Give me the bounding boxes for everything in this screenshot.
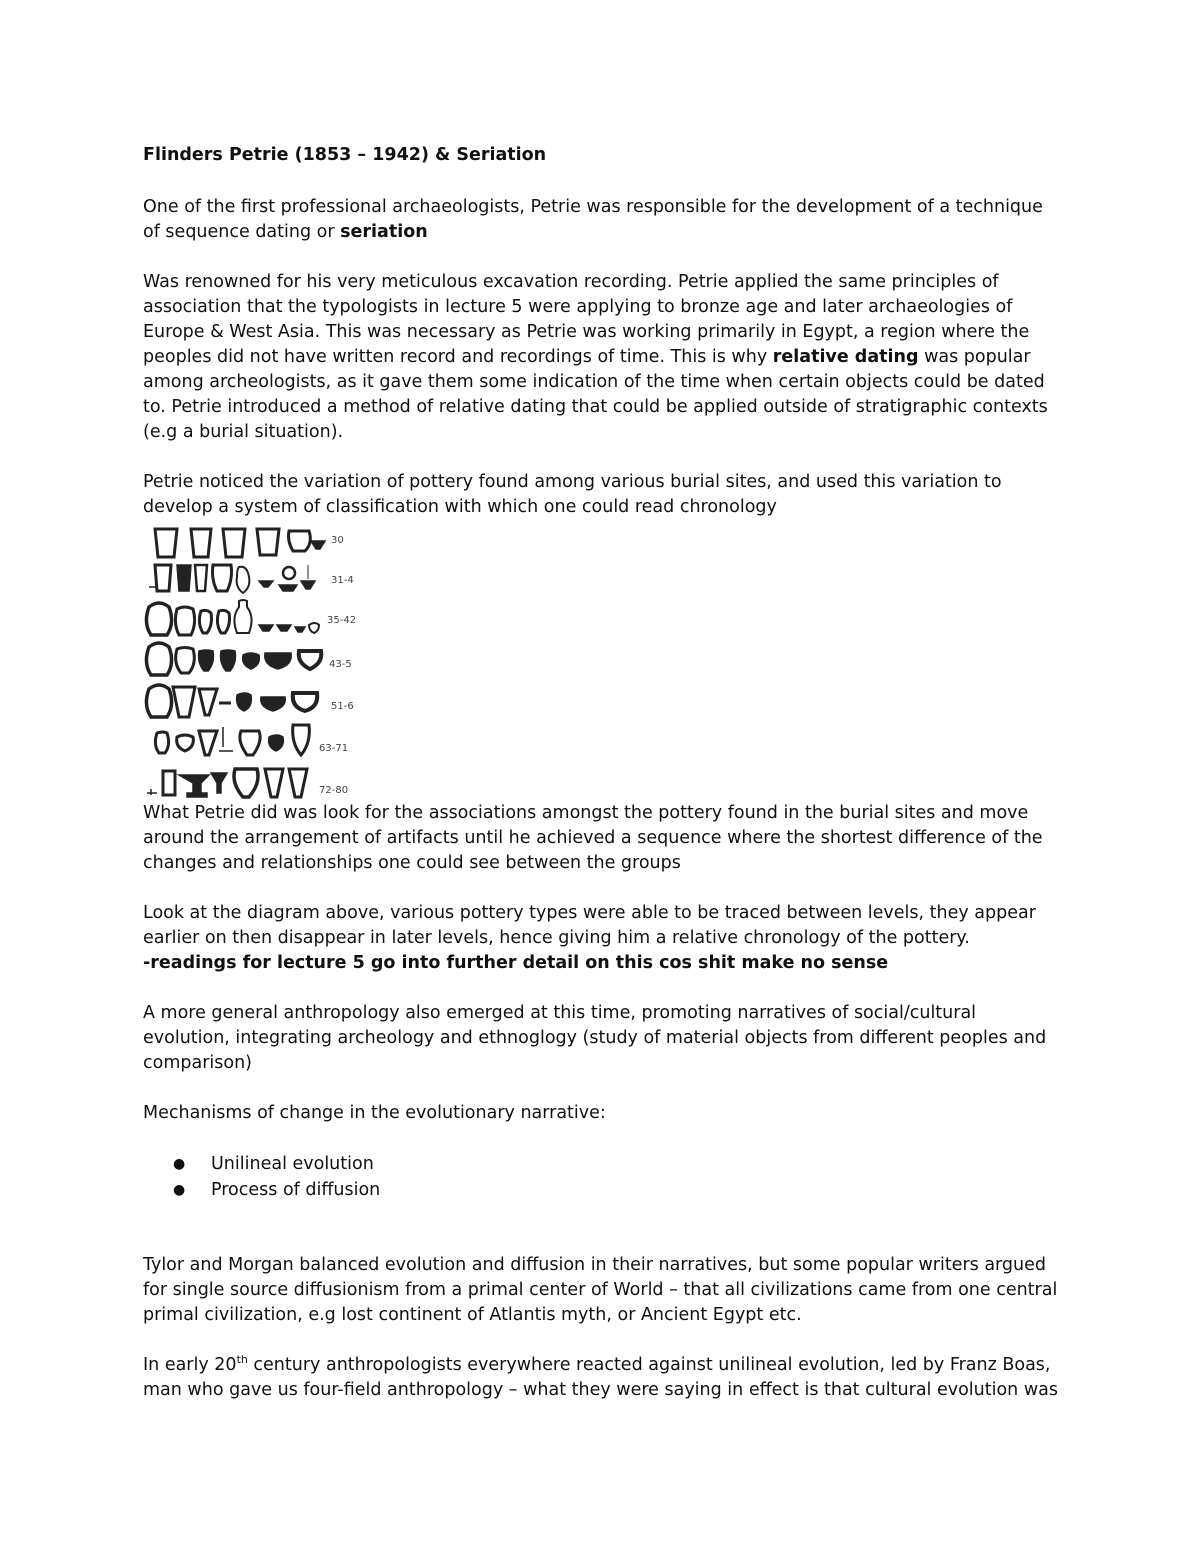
boas-text-b: century anthropologists everywhere reacted against unilineal evolution, led by Franz Boas, man who gave us four-field anthropology – what they were saying in effect is that cultural evolution was xyxy=(143,1355,1058,1400)
pottery-row-1 xyxy=(155,529,325,557)
paragraph-associations: What Petrie did was look for the associations amongst the pottery found in the burial sites and move around the arrangement of artifacts until he achieved a sequence where the shortest difference of the changes and relationships one could see between the groups xyxy=(143,803,1043,873)
seriation-label-2: 31-4 xyxy=(331,575,354,586)
superscript-th: th xyxy=(236,1353,248,1367)
list-item: ● Process of diffusion xyxy=(143,1177,1063,1203)
excavation-text-b: was popular among archeologists, as it gave them some indication of the time when certain objects could be dated to. Petrie introduced a method of relative dating that could be applied outside of stratigraphic contexts (e.g a burial situation). xyxy=(143,347,1048,442)
diagram-text: Look at the diagram above, various pottery types were able to be traced between levels, they appear earlier on then disappear in later levels, hence giving him a relative chronology of the pottery. xyxy=(143,903,1036,948)
bullet-icon: ● xyxy=(173,1156,186,1172)
document-title: Flinders Petrie (1853 – 1942) & Seriation xyxy=(143,145,547,165)
paragraph-diffusion: Tylor and Morgan balanced evolution and diffusion in their narratives, but some popular writers argued for single source diffusionism from a primal center of World – that all civilizations came from one central primal civilization, e.g lost continent of Atlantis myth, or Ancient Egypt etc. xyxy=(143,1255,1058,1325)
readings-note: -readings for lecture 5 go into further detail on this cos shit make no sense xyxy=(143,953,889,973)
pottery-row-6 xyxy=(155,725,309,755)
paragraph-intro xyxy=(143,195,1063,245)
pottery-row-3 xyxy=(146,600,319,635)
relative-dating-term: relative dating xyxy=(772,347,919,367)
bullet-icon: ● xyxy=(173,1182,186,1198)
seriation-label-3: 35-42 xyxy=(327,615,357,626)
seriation-term: seriation xyxy=(340,222,428,242)
pottery-seriation-figure xyxy=(143,521,373,801)
paragraph-variation: Petrie noticed the variation of pottery found among various burial sites, and used this variation to develop a system of classification with which one could read chronology xyxy=(143,472,1002,517)
pottery-row-4 xyxy=(146,643,321,675)
seriation-label-5: 51-6 xyxy=(331,701,354,712)
intro-text: One of the first professional archaeologists, Petrie was responsible for the development of a technique of sequence dating or xyxy=(143,197,1043,242)
mechanisms-list xyxy=(143,1151,1063,1203)
paragraph-excavation xyxy=(143,270,1063,445)
seriation-label-4: 43-5 xyxy=(329,659,352,670)
boas-text-a: In early 20 xyxy=(143,1355,237,1375)
paragraph-boas xyxy=(143,1353,1063,1403)
paragraph-anthropology: A more general anthropology also emerged at this time, promoting narratives of social/cultural evolution, integrating archeology and ethnoglogy (study of material objects from different peoples and comparison) xyxy=(143,1003,1047,1073)
excavation-text-a: Was renowned for his very meticulous excavation recording. Petrie applied the same principles of association that the typologists in lecture 5 were applying to bronze age and later archaeologies of Europe & West Asia. This was necessary as Petrie was working primarily in Egypt, a region where the peoples did not have written record and recordings of time. This is why xyxy=(143,272,1030,367)
list-item: ● Unilineal evolution xyxy=(143,1151,1063,1177)
pottery-row-2 xyxy=(149,565,315,593)
paragraph-diagram xyxy=(143,901,1063,976)
pottery-row-7 xyxy=(147,769,307,797)
seriation-label-6: 63-71 xyxy=(319,743,349,754)
paragraph-mechanisms: Mechanisms of change in the evolutionary narrative: xyxy=(143,1103,606,1123)
seriation-label-1: 30 xyxy=(331,535,344,546)
document-page xyxy=(143,140,1063,1428)
pottery-row-5 xyxy=(146,685,317,717)
seriation-label-7: 72-80 xyxy=(319,785,349,796)
